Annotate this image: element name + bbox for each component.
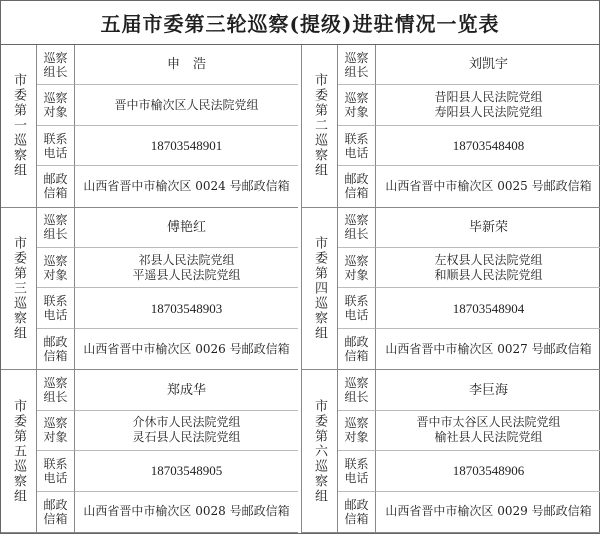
group-name: 市委第四巡察组 (312, 235, 327, 341)
target-label: 巡察对象 (37, 248, 75, 288)
leader-label: 巡察组长 (338, 45, 376, 85)
target-line: 晋中市太谷区人民法院党组 (416, 415, 561, 430)
group-name: 市委第三巡察组 (11, 235, 26, 341)
leader-value: 郑成华 (75, 370, 298, 410)
leader-label: 巡察组长 (37, 208, 75, 248)
phone-value: 18703548901 (75, 126, 298, 166)
phone-value: 18703548904 (376, 288, 600, 328)
target-value (376, 248, 600, 288)
leader-label: 巡察组长 (37, 370, 75, 410)
mailbox-value: 山西省晋中市榆次区 0026 号邮政信箱 (83, 341, 290, 356)
inspection-table (0, 44, 600, 534)
mailbox-label: 邮政信箱 (37, 329, 75, 369)
group-details (338, 208, 600, 371)
target-line: 平遥县人民法院党组 (132, 267, 241, 282)
mailbox-label: 邮政信箱 (338, 492, 376, 532)
target-value (376, 85, 600, 125)
group-details (37, 208, 298, 371)
group-details (37, 45, 298, 208)
leader-value: 李巨海 (376, 370, 600, 410)
mailbox-value: 山西省晋中市榆次区 0028 号邮政信箱 (83, 504, 290, 519)
target-label: 巡察对象 (338, 248, 376, 288)
phone-value: 18703548903 (75, 288, 298, 328)
phone-value: 18703548905 (75, 451, 298, 491)
leader-label: 巡察组长 (338, 370, 376, 410)
target-label: 巡察对象 (338, 85, 376, 125)
phone-label: 联系电话 (37, 288, 75, 328)
leader-value: 毕新荣 (376, 208, 600, 248)
group-name-cell (302, 370, 338, 533)
target-label: 巡察对象 (37, 85, 75, 125)
leader-value: 刘凯宇 (376, 45, 600, 85)
target-line: 榆社县人民法院党组 (434, 430, 543, 445)
target-value (75, 248, 298, 288)
mailbox-value: 山西省晋中市榆次区 0027 号邮政信箱 (385, 341, 592, 356)
leader-label: 巡察组长 (37, 45, 75, 85)
phone-value: 18703548408 (376, 126, 600, 166)
mailbox-value: 山西省晋中市榆次区 0024 号邮政信箱 (83, 178, 290, 193)
mailbox-label: 邮政信箱 (338, 166, 376, 206)
group-name: 市委第六巡察组 (312, 398, 327, 504)
target-line: 灵石县人民法院党组 (132, 430, 241, 445)
group-name-cell (1, 208, 37, 371)
phone-label: 联系电话 (338, 451, 376, 491)
target-value (75, 411, 298, 451)
mailbox-label: 邮政信箱 (37, 492, 75, 532)
group-details (338, 45, 600, 208)
group-name-cell (302, 45, 338, 208)
phone-label: 联系电话 (338, 288, 376, 328)
target-label: 巡察对象 (37, 411, 75, 451)
mailbox-value: 山西省晋中市榆次区 0029 号邮政信箱 (385, 504, 592, 519)
group-name-cell (1, 45, 37, 208)
target-line: 昔阳县人民法院党组 (434, 90, 543, 105)
phone-label: 联系电话 (338, 126, 376, 166)
mailbox-value: 山西省晋中市榆次区 0025 号邮政信箱 (385, 178, 592, 193)
mailbox-label: 邮政信箱 (338, 329, 376, 369)
table-title: 五届市委第三轮巡察(提级)进驻情况一览表 (0, 0, 600, 44)
group-name: 市委第一巡察组 (11, 73, 26, 179)
leader-label: 巡察组长 (338, 208, 376, 248)
group-name: 市委第二巡察组 (312, 73, 327, 179)
target-label: 巡察对象 (338, 411, 376, 451)
group-name-cell (302, 208, 338, 371)
phone-value: 18703548906 (376, 451, 600, 491)
target-line: 祁县人民法院党组 (138, 252, 235, 267)
leader-value: 傅艳红 (75, 208, 298, 248)
group-details (338, 370, 600, 533)
target-line: 介休市人民法院党组 (132, 415, 241, 430)
mailbox-label: 邮政信箱 (37, 166, 75, 206)
leader-value: 申 浩 (75, 45, 298, 85)
phone-label: 联系电话 (37, 126, 75, 166)
group-details (37, 370, 298, 533)
target-line: 寿阳县人民法院党组 (434, 105, 543, 120)
target-value (75, 85, 298, 125)
phone-label: 联系电话 (37, 451, 75, 491)
group-name-cell (1, 370, 37, 533)
target-line: 左权县人民法院党组 (434, 252, 543, 267)
target-line: 和顺县人民法院党组 (434, 267, 543, 282)
target-value (376, 411, 600, 451)
target-line: 晋中市榆次区人民法院党组 (114, 97, 259, 112)
group-name: 市委第五巡察组 (11, 398, 26, 504)
